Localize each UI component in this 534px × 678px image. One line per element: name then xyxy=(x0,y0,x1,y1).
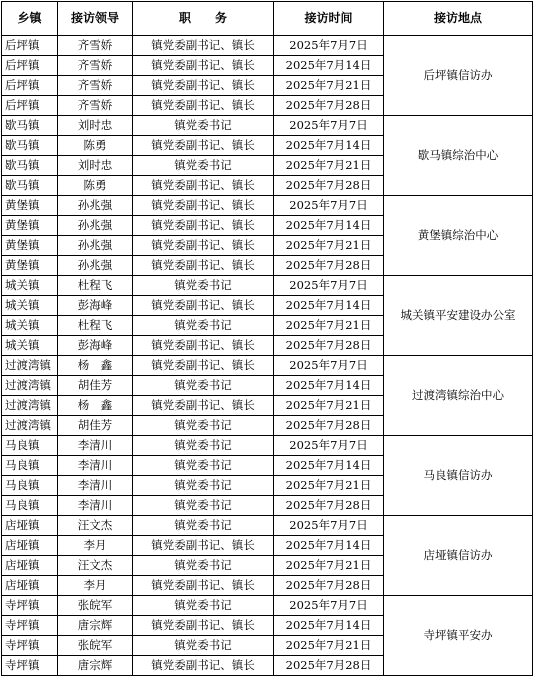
town-cell: 过渡湾镇 xyxy=(2,396,58,416)
town-cell: 后坪镇 xyxy=(2,76,58,96)
town-cell: 城关镇 xyxy=(2,296,58,316)
town-cell: 过渡湾镇 xyxy=(2,376,58,396)
town-cell: 城关镇 xyxy=(2,316,58,336)
position-cell: 镇党委书记 xyxy=(133,476,274,496)
place-cell: 城关镇平安建设办公室 xyxy=(384,276,533,356)
header-place: 接访地点 xyxy=(384,2,533,36)
leader-cell: 胡佳芳 xyxy=(58,376,133,396)
date-cell: 2025年7月28日 xyxy=(274,496,384,516)
header-position: 职 务 xyxy=(133,2,274,36)
position-cell: 镇党委书记 xyxy=(133,456,274,476)
leader-cell: 李月 xyxy=(58,576,133,596)
town-cell: 马良镇 xyxy=(2,496,58,516)
town-cell: 黄堡镇 xyxy=(2,216,58,236)
town-cell: 城关镇 xyxy=(2,336,58,356)
table-row xyxy=(2,36,533,56)
date-cell: 2025年7月14日 xyxy=(274,216,384,236)
place-cell: 后坪镇信访办 xyxy=(384,36,533,116)
leader-cell: 齐雪娇 xyxy=(58,76,133,96)
date-cell: 2025年7月21日 xyxy=(274,396,384,416)
leader-cell: 杨 鑫 xyxy=(58,396,133,416)
town-cell: 歇马镇 xyxy=(2,156,58,176)
position-cell: 镇党委书记 xyxy=(133,116,274,136)
header-row xyxy=(2,2,533,36)
date-cell: 2025年7月28日 xyxy=(274,256,384,276)
position-cell: 镇党委副书记、镇长 xyxy=(133,236,274,256)
place-cell: 歇马镇综治中心 xyxy=(384,116,533,196)
leader-cell: 杜程飞 xyxy=(58,276,133,296)
header-time: 接访时间 xyxy=(274,2,384,36)
town-cell: 寺坪镇 xyxy=(2,616,58,636)
date-cell: 2025年7月21日 xyxy=(274,476,384,496)
date-cell: 2025年7月14日 xyxy=(274,616,384,636)
position-cell: 镇党委副书记、镇长 xyxy=(133,356,274,376)
leader-cell: 李清川 xyxy=(58,476,133,496)
date-cell: 2025年7月28日 xyxy=(274,336,384,356)
town-cell: 城关镇 xyxy=(2,276,58,296)
position-cell: 镇党委副书记、镇长 xyxy=(133,656,274,676)
date-cell: 2025年7月14日 xyxy=(274,456,384,476)
position-cell: 镇党委副书记、镇长 xyxy=(133,296,274,316)
date-cell: 2025年7月7日 xyxy=(274,596,384,616)
leader-cell: 孙兆强 xyxy=(58,196,133,216)
leader-cell: 汪文杰 xyxy=(58,556,133,576)
position-cell: 镇党委副书记、镇长 xyxy=(133,576,274,596)
leader-cell: 张皖军 xyxy=(58,636,133,656)
leader-cell: 张皖军 xyxy=(58,596,133,616)
table-row xyxy=(2,436,533,456)
leader-cell: 孙兆强 xyxy=(58,236,133,256)
town-cell: 店垭镇 xyxy=(2,536,58,556)
town-cell: 黄堡镇 xyxy=(2,236,58,256)
position-cell: 镇党委书记 xyxy=(133,416,274,436)
position-cell: 镇党委副书记、镇长 xyxy=(133,196,274,216)
table-row xyxy=(2,196,533,216)
position-cell: 镇党委书记 xyxy=(133,516,274,536)
position-cell: 镇党委副书记、镇长 xyxy=(133,336,274,356)
date-cell: 2025年7月28日 xyxy=(274,96,384,116)
position-cell: 镇党委副书记、镇长 xyxy=(133,396,274,416)
table-body xyxy=(2,36,533,676)
position-cell: 镇党委书记 xyxy=(133,156,274,176)
position-cell: 镇党委副书记、镇长 xyxy=(133,616,274,636)
leader-cell: 齐雪娇 xyxy=(58,56,133,76)
date-cell: 2025年7月21日 xyxy=(274,556,384,576)
position-cell: 镇党委书记 xyxy=(133,496,274,516)
reception-schedule-table xyxy=(1,1,533,676)
leader-cell: 孙兆强 xyxy=(58,216,133,236)
town-cell: 过渡湾镇 xyxy=(2,356,58,376)
leader-cell: 杜程飞 xyxy=(58,316,133,336)
leader-cell: 齐雪娇 xyxy=(58,96,133,116)
town-cell: 店垭镇 xyxy=(2,516,58,536)
date-cell: 2025年7月21日 xyxy=(274,76,384,96)
position-cell: 镇党委书记 xyxy=(133,436,274,456)
town-cell: 黄堡镇 xyxy=(2,196,58,216)
date-cell: 2025年7月7日 xyxy=(274,356,384,376)
town-cell: 马良镇 xyxy=(2,456,58,476)
town-cell: 过渡湾镇 xyxy=(2,416,58,436)
position-cell: 镇党委书记 xyxy=(133,556,274,576)
place-cell: 店垭镇信访办 xyxy=(384,516,533,596)
date-cell: 2025年7月14日 xyxy=(274,136,384,156)
date-cell: 2025年7月28日 xyxy=(274,656,384,676)
town-cell: 后坪镇 xyxy=(2,36,58,56)
table-row xyxy=(2,356,533,376)
town-cell: 歇马镇 xyxy=(2,176,58,196)
position-cell: 镇党委副书记、镇长 xyxy=(133,136,274,156)
date-cell: 2025年7月7日 xyxy=(274,116,384,136)
position-cell: 镇党委副书记、镇长 xyxy=(133,536,274,556)
leader-cell: 杨 鑫 xyxy=(58,356,133,376)
position-cell: 镇党委书记 xyxy=(133,596,274,616)
date-cell: 2025年7月28日 xyxy=(274,176,384,196)
leader-cell: 李清川 xyxy=(58,456,133,476)
leader-cell: 唐宗辉 xyxy=(58,616,133,636)
town-cell: 歇马镇 xyxy=(2,136,58,156)
position-cell: 镇党委副书记、镇长 xyxy=(133,216,274,236)
table-row xyxy=(2,276,533,296)
header-leader: 接访领导 xyxy=(58,2,133,36)
date-cell: 2025年7月7日 xyxy=(274,516,384,536)
leader-cell: 陈勇 xyxy=(58,176,133,196)
place-cell: 黄堡镇综治中心 xyxy=(384,196,533,276)
table-row xyxy=(2,516,533,536)
position-cell: 镇党委副书记、镇长 xyxy=(133,256,274,276)
leader-cell: 彭海峰 xyxy=(58,296,133,316)
town-cell: 寺坪镇 xyxy=(2,596,58,616)
position-cell: 镇党委书记 xyxy=(133,376,274,396)
place-cell: 马良镇信访办 xyxy=(384,436,533,516)
town-cell: 寺坪镇 xyxy=(2,656,58,676)
date-cell: 2025年7月21日 xyxy=(274,236,384,256)
position-cell: 镇党委书记 xyxy=(133,276,274,296)
date-cell: 2025年7月21日 xyxy=(274,636,384,656)
position-cell: 镇党委副书记、镇长 xyxy=(133,36,274,56)
town-cell: 店垭镇 xyxy=(2,576,58,596)
town-cell: 马良镇 xyxy=(2,436,58,456)
town-cell: 后坪镇 xyxy=(2,96,58,116)
date-cell: 2025年7月14日 xyxy=(274,376,384,396)
town-cell: 黄堡镇 xyxy=(2,256,58,276)
leader-cell: 刘时忠 xyxy=(58,156,133,176)
place-cell: 过渡湾镇综治中心 xyxy=(384,356,533,436)
leader-cell: 汪文杰 xyxy=(58,516,133,536)
position-cell: 镇党委副书记、镇长 xyxy=(133,96,274,116)
header-town: 乡镇 xyxy=(2,2,58,36)
date-cell: 2025年7月28日 xyxy=(274,416,384,436)
position-cell: 镇党委副书记、镇长 xyxy=(133,56,274,76)
town-cell: 店垭镇 xyxy=(2,556,58,576)
date-cell: 2025年7月7日 xyxy=(274,436,384,456)
date-cell: 2025年7月7日 xyxy=(274,196,384,216)
leader-cell: 齐雪娇 xyxy=(58,36,133,56)
leader-cell: 胡佳芳 xyxy=(58,416,133,436)
date-cell: 2025年7月28日 xyxy=(274,576,384,596)
date-cell: 2025年7月14日 xyxy=(274,536,384,556)
town-cell: 马良镇 xyxy=(2,476,58,496)
table-row xyxy=(2,596,533,616)
position-cell: 镇党委书记 xyxy=(133,636,274,656)
place-cell: 寺坪镇平安办 xyxy=(384,596,533,676)
leader-cell: 孙兆强 xyxy=(58,256,133,276)
leader-cell: 刘时忠 xyxy=(58,116,133,136)
leader-cell: 李清川 xyxy=(58,436,133,456)
position-cell: 镇党委副书记、镇长 xyxy=(133,76,274,96)
town-cell: 歇马镇 xyxy=(2,116,58,136)
position-cell: 镇党委书记 xyxy=(133,316,274,336)
date-cell: 2025年7月21日 xyxy=(274,156,384,176)
town-cell: 寺坪镇 xyxy=(2,636,58,656)
date-cell: 2025年7月7日 xyxy=(274,276,384,296)
leader-cell: 彭海峰 xyxy=(58,336,133,356)
date-cell: 2025年7月21日 xyxy=(274,316,384,336)
town-cell: 后坪镇 xyxy=(2,56,58,76)
table-row xyxy=(2,116,533,136)
leader-cell: 陈勇 xyxy=(58,136,133,156)
date-cell: 2025年7月14日 xyxy=(274,56,384,76)
leader-cell: 李月 xyxy=(58,536,133,556)
date-cell: 2025年7月7日 xyxy=(274,36,384,56)
position-cell: 镇党委副书记、镇长 xyxy=(133,176,274,196)
leader-cell: 李清川 xyxy=(58,496,133,516)
leader-cell: 唐宗辉 xyxy=(58,656,133,676)
date-cell: 2025年7月14日 xyxy=(274,296,384,316)
